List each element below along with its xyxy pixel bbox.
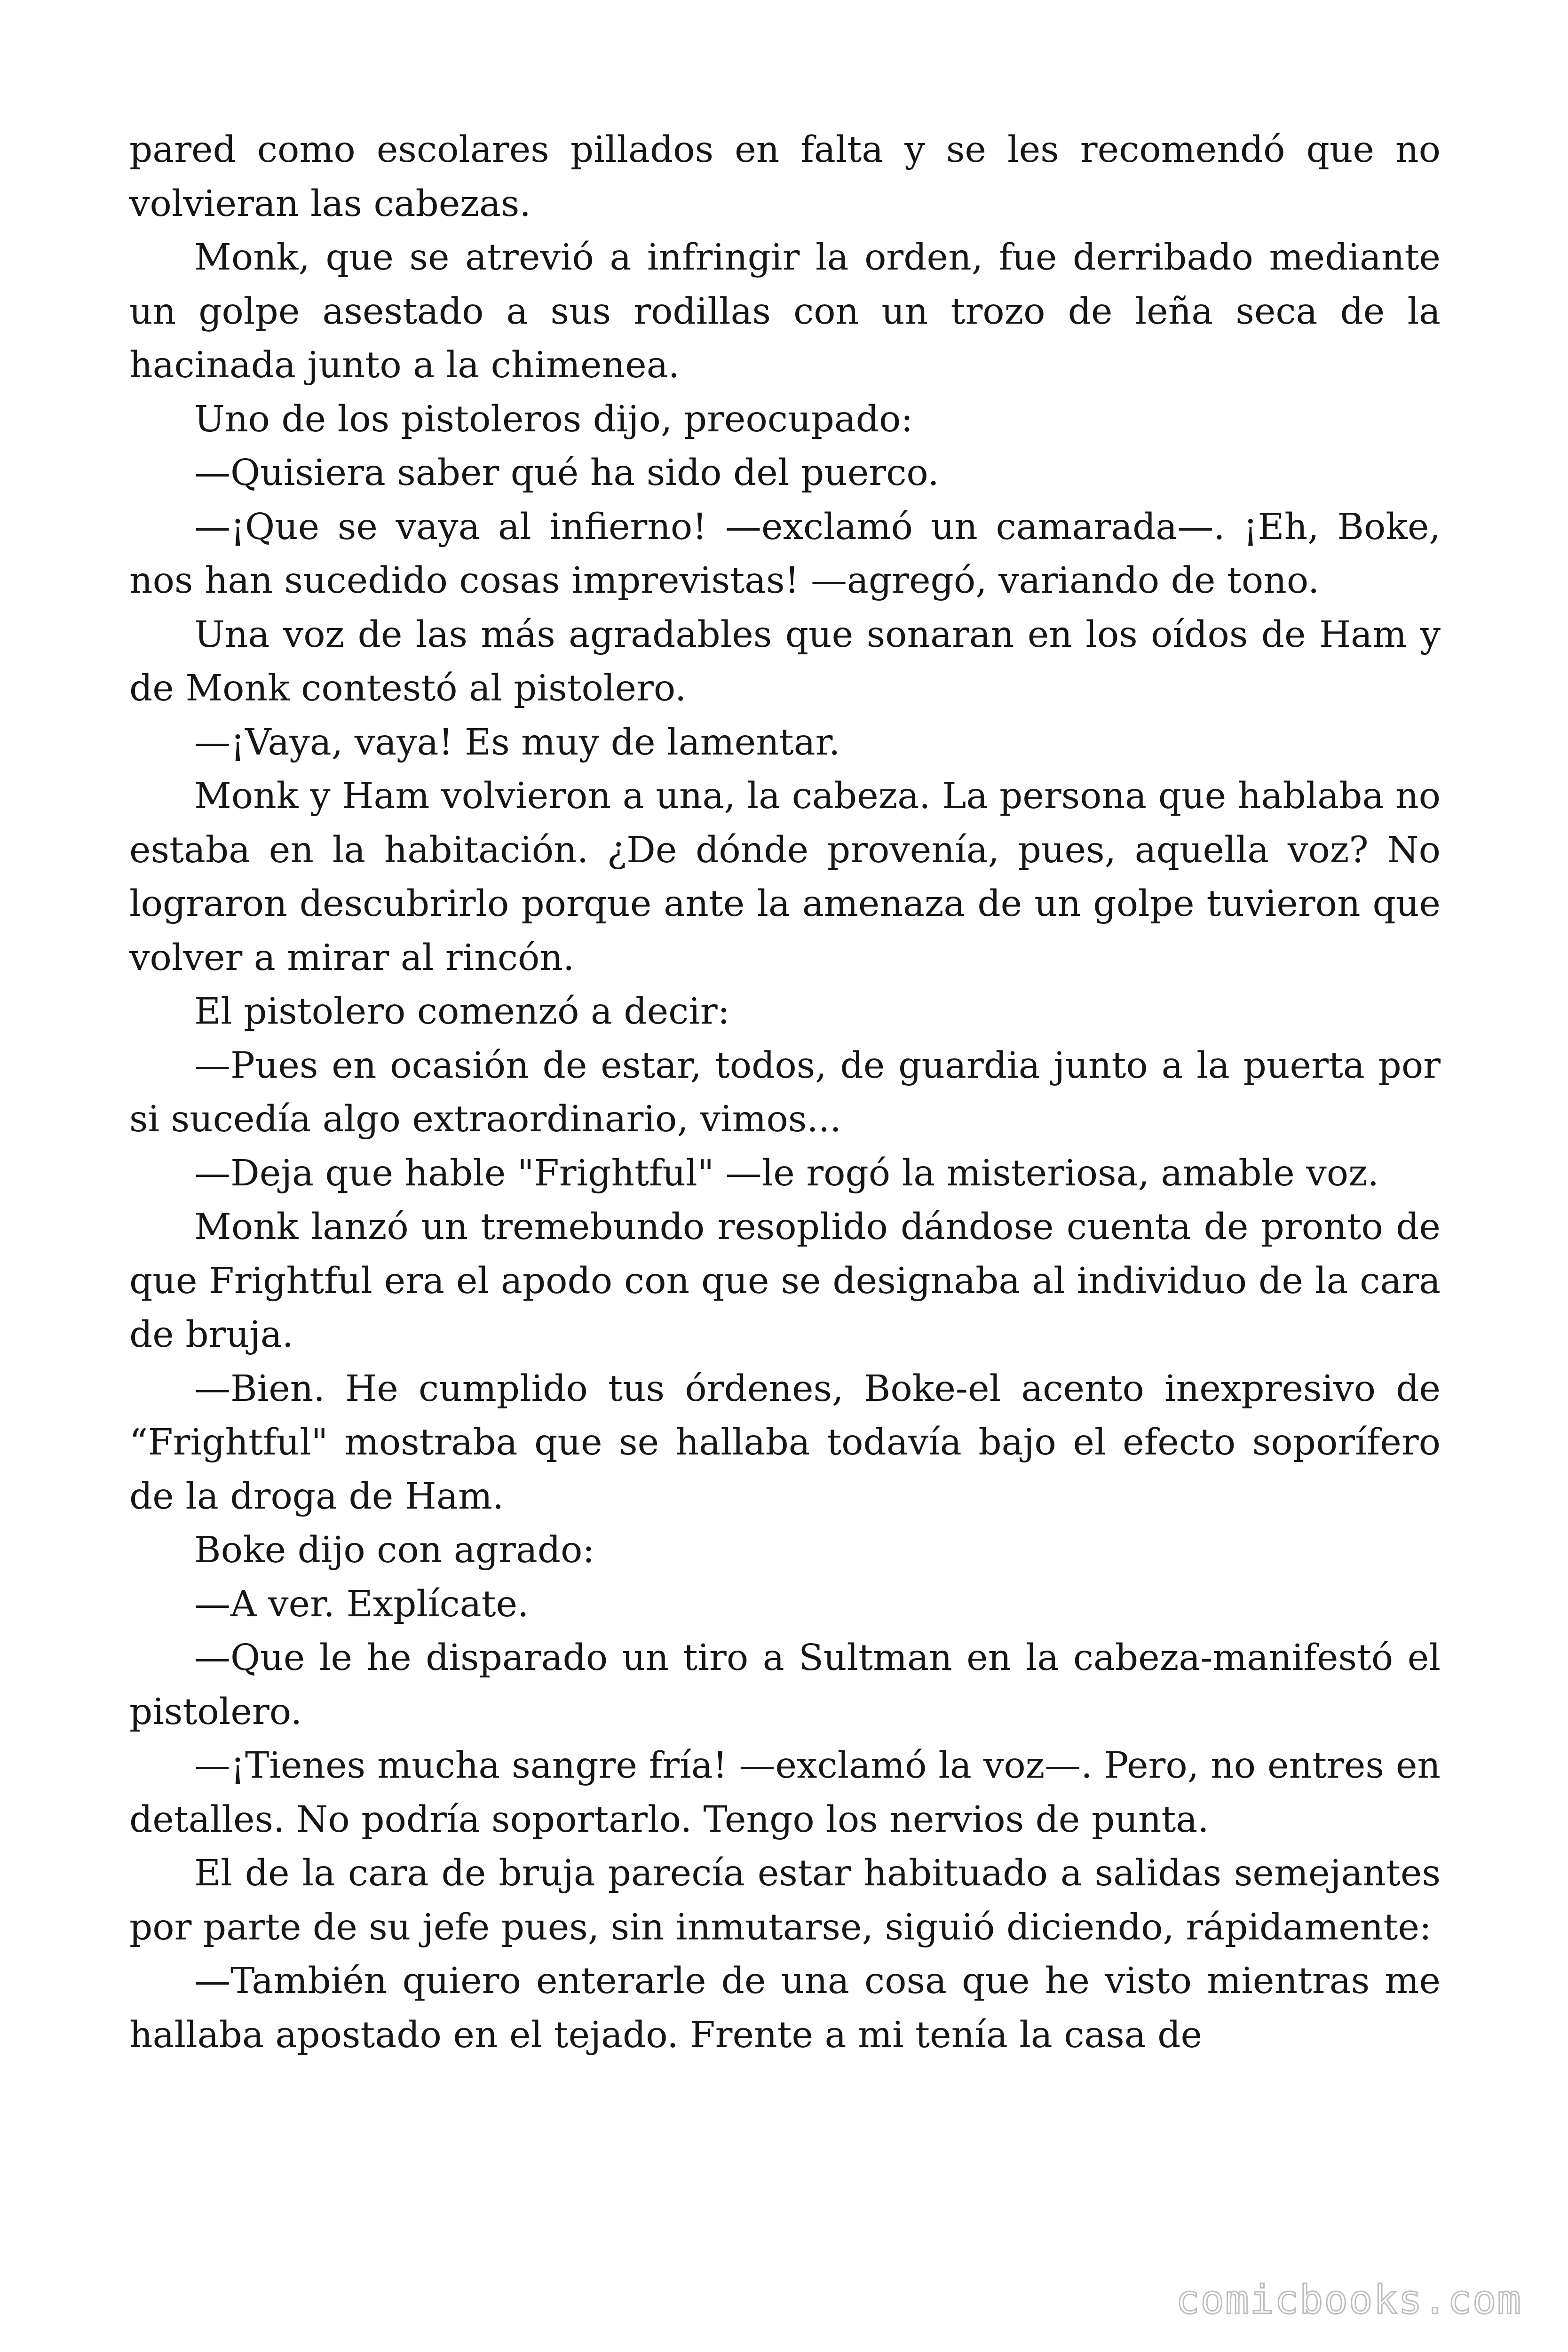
paragraph-9: El pistolero comenzó a decir:: [194, 991, 730, 1033]
paragraph-12: Monk lanzó un tremebundo resoplido dándose cuenta de pronto de que Frightful era el apodo con que se designaba al individuo de la cara de bruja.: [129, 1206, 1441, 1356]
paragraph-16: —Que le he disparado un tiro a Sultman en la cabeza-manifestó el pistolero.: [129, 1637, 1441, 1733]
paragraph-11: —Deja que hable "Frightful" —le rogó la misteriosa, amable voz.: [194, 1152, 1379, 1194]
paragraph-4: —Quisiera saber qué ha sido del puerco.: [194, 452, 939, 494]
paragraph-6: Una voz de las más agradables que sonaran en los oídos de Ham y de Monk contestó al pistolero.: [129, 613, 1441, 709]
paragraph-8: Monk y Ham volvieron a una, la cabeza. La persona que hablaba no estaba en la habitación. ¿De dónde provenía, pues, aquella voz? No lograron descubrirlo porque ante la amenaza de un golpe tuvieron que volver a mirar al rincón.: [129, 775, 1441, 979]
paragraph-14: Boke dijo con agrado:: [194, 1529, 595, 1571]
paragraph-15: —A ver. Explícate.: [194, 1583, 529, 1625]
watermark: comicbooks.com: [1175, 2277, 1522, 2323]
paragraph-2: Monk, que se atrevió a infringir la orden, fue derribado mediante un golpe asestado a sus rodillas con un trozo de leña seca de la hacinada junto a la chimenea.: [129, 237, 1441, 386]
paragraph-7: —¡Vaya, vaya! Es muy de lamentar.: [194, 721, 840, 763]
paragraph-10: —Pues en ocasión de estar, todos, de guardia junto a la puerta por si sucedía algo extraordinario, vimos...: [129, 1044, 1441, 1140]
paragraph-5: —¡Que se vaya al infierno! —exclamó un camarada—. ¡Eh, Boke, nos han sucedido cosas imprevistas! —agregó, variando de tono.: [129, 506, 1441, 602]
paragraph-1: pared como escolares pillados en falta y se les recomendó que no volvieran las cabezas.: [129, 129, 1441, 225]
paragraph-13: —Bien. He cumplido tus órdenes, Boke-el acento inexpresivo de “Frightful" mostraba que se hallaba todavía bajo el efecto soporífero de la droga de Ham.: [129, 1367, 1441, 1518]
paragraph-17: —¡Tienes mucha sangre fría! —exclamó la voz—. Pero, no entres en detalles. No podría soportarlo. Tengo los nervios de punta.: [129, 1745, 1441, 1841]
paragraph-3: Uno de los pistoleros dijo, preocupado:: [194, 398, 913, 440]
paragraph-19: —También quiero enterarle de una cosa que he visto mientras me hallaba apostado en el tejado. Frente a mi tenía la casa de: [129, 1960, 1441, 2056]
paragraph-18: El de la cara de bruja parecía estar habituado a salidas semejantes por parte de su jefe pues, sin inmutarse, siguió diciendo, rápidamente:: [129, 1852, 1441, 1948]
page-body: [129, 123, 1441, 2062]
